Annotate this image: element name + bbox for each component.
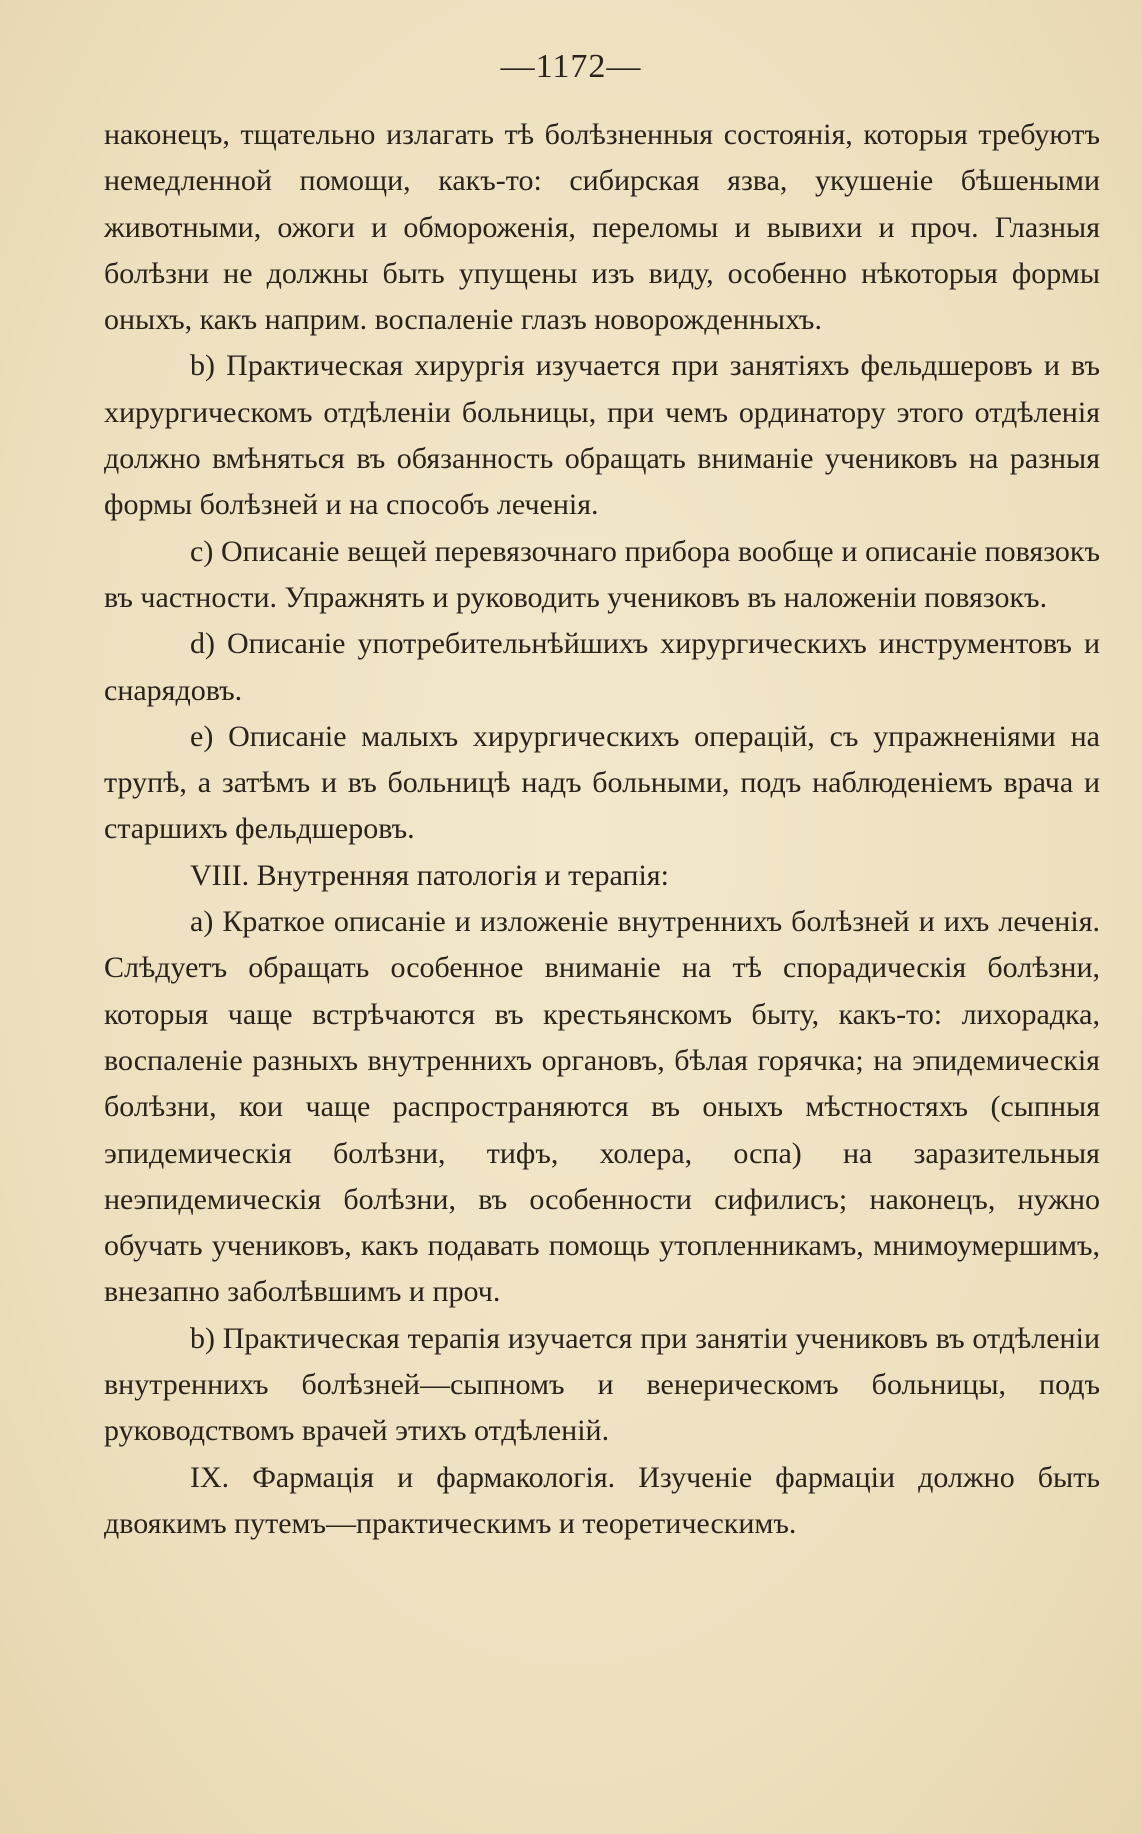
page-number: —1172— (500, 48, 642, 85)
paragraph-continuation: наконецъ, тщательно излагать тѣ болѣзненныя состоянія, которыя требуютъ немедленной помощи, какъ-то: сибирская язва, укушеніе бѣшеными животными, ожоги и обмороженія, переломы и вывихи и проч. Глазныя болѣзни не должны быть упущены изъ виду, особенно нѣкоторыя формы оныхъ, какъ наприм. воспаленіе глазъ новорожденныхъ. (104, 118, 1100, 337)
paragraph-e-operations: e) Описаніе малыхъ хирургическихъ операцій, съ упражненіями на трупѣ, а затѣмъ и въ больницѣ надъ больными, подъ наблюденіемъ врача и старшихъ фельдшеровъ. (104, 719, 1100, 846)
paragraph-c-bandages: c) Описаніе вещей перевязочнаго прибора вообще и описаніе повязокъ въ частности. Упражнять и руководить учениковъ въ наложеніи повязокъ. (104, 534, 1100, 614)
paragraph-b-therapy: b) Практическая терапія изучается при занятіи учениковъ въ отдѣленіи внутреннихъ болѣзней—сыпномъ и венерическомъ больницы, подъ руководствомъ врачей этихъ отдѣленій. (104, 1321, 1100, 1448)
paragraph-d-instruments: d) Описаніе употребительнѣйшихъ хирургическихъ инструментовъ и снарядовъ. (104, 627, 1100, 707)
section-heading-ix: IX. Фармація и фармакологія. Изученіе фармаціи должно быть двоякимъ путемъ—практическимъ и теоретическимъ. (104, 1460, 1100, 1540)
paragraph-a-internal-diseases: a) Краткое описаніе и изложеніе внутреннихъ болѣзней и ихъ леченія. Слѣдуетъ обращать особенное вниманіе на тѣ спорадическія болѣзни, которыя чаще встрѣчаются въ крестьянскомъ быту, какъ-то: лихорадка, воспаленіе разныхъ внутреннихъ органовъ, бѣлая горячка; на эпидемическія болѣзни, кои чаще распространяются въ оныхъ мѣстностяхъ (сыпныя эпидемическія болѣзни, тифъ, холера, оспа) на заразительныя неэпидемическія болѣзни, въ особенности сифилисъ; наконецъ, нужно обучать учениковъ, какъ подавать помощь утопленникамъ, мнимоумершимъ, внезапно заболѣвшимъ и проч. (104, 905, 1100, 1309)
page-body (104, 112, 1100, 1547)
section-heading-viii: VIII. Внутренняя патологія и терапія: (190, 858, 669, 892)
paragraph-b-surgery: b) Практическая хирургія изучается при занятіяхъ фельдшеровъ и въ хирургическомъ отдѣленіи больницы, при чемъ ординатору этого отдѣленія должно вмѣняться въ обязанность обращать вниманіе учениковъ на разныя формы болѣзней и на способъ леченія. (104, 349, 1100, 522)
